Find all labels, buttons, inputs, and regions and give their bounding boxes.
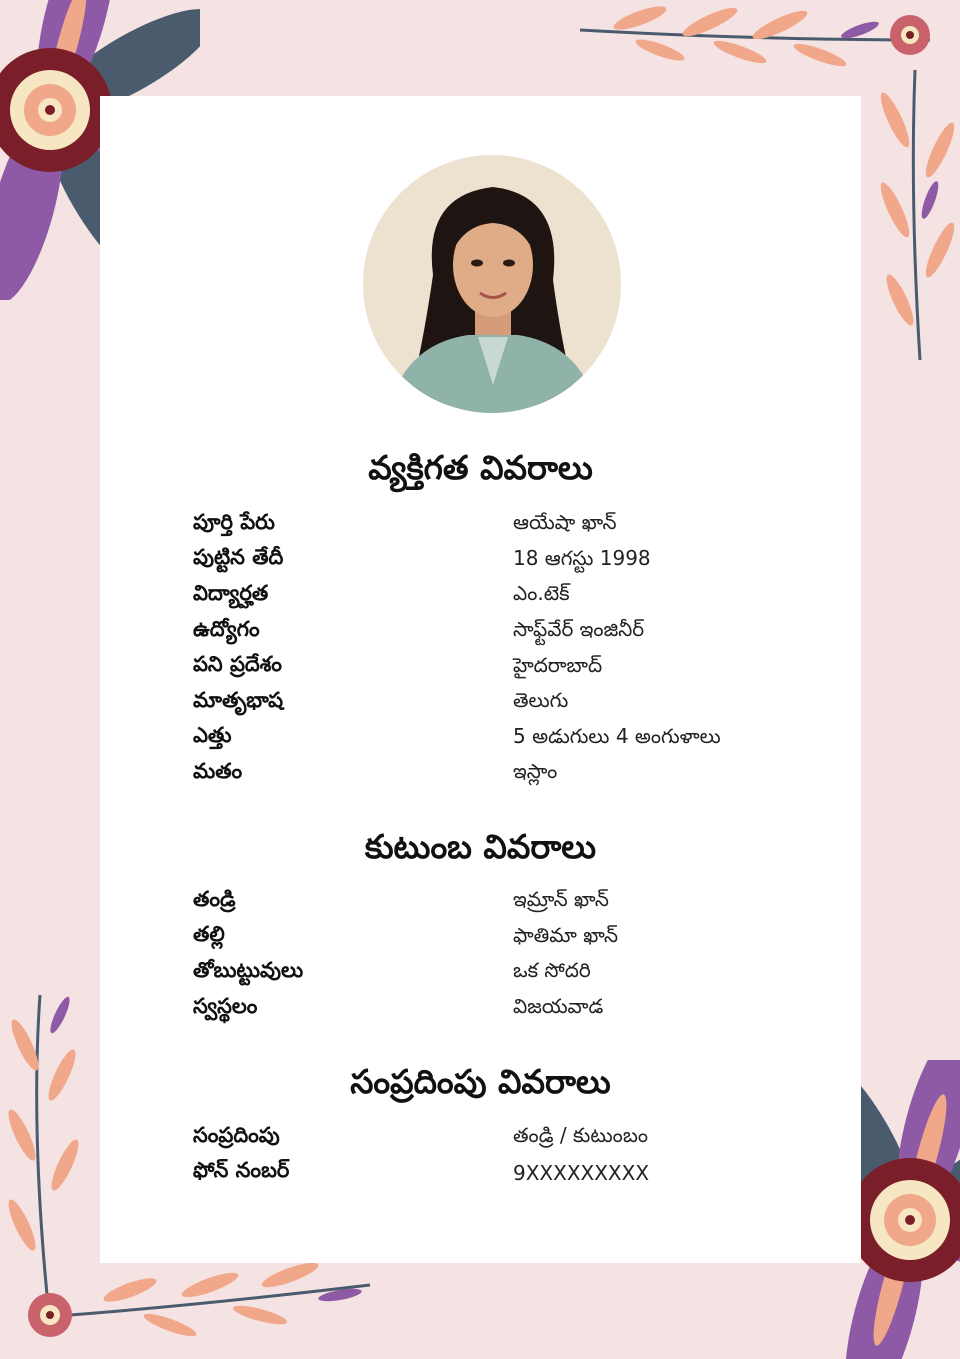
detail-row bbox=[193, 685, 793, 721]
detail-row bbox=[193, 920, 793, 956]
detail-label: స్వస్థలం bbox=[193, 993, 258, 1018]
detail-row bbox=[193, 543, 793, 579]
detail-value: తెలుగు bbox=[513, 688, 569, 713]
profile-photo bbox=[363, 155, 621, 413]
personal-details-list bbox=[193, 507, 793, 792]
contact-details-title: సంప్రదింపు వివరాలు bbox=[350, 1062, 611, 1101]
personal-details-title: వ్యక్తిగత వివరాలు bbox=[368, 448, 593, 487]
detail-value: ఎం.టెక్ bbox=[513, 581, 570, 606]
contact-details-list bbox=[193, 1120, 793, 1191]
detail-label: పని ప్రదేశం bbox=[193, 652, 282, 677]
detail-value: ఇమ్రాన్ ఖాన్ bbox=[513, 887, 609, 912]
detail-value: 18 ఆగస్టు 1998 bbox=[513, 545, 651, 570]
detail-label: తండ్రి bbox=[193, 886, 236, 911]
detail-value: తండ్రి / కుటుంబం bbox=[513, 1123, 648, 1148]
family-details-title: కుటుంబ వివరాలు bbox=[364, 827, 597, 866]
family-details-list bbox=[193, 884, 793, 1026]
detail-row bbox=[193, 955, 793, 991]
detail-row bbox=[193, 1120, 793, 1156]
detail-label: పుట్టిన తేదీ bbox=[193, 545, 284, 570]
detail-value: సాఫ్ట్‌వేర్ ఇంజినీర్ bbox=[513, 617, 645, 642]
detail-value: హైదరాబాద్ bbox=[513, 652, 603, 677]
detail-label: పూర్తి పేరు bbox=[193, 509, 275, 534]
detail-row bbox=[193, 884, 793, 920]
detail-row bbox=[193, 1156, 793, 1192]
detail-label: ఫోన్ నంబర్ bbox=[193, 1158, 290, 1183]
biodata-card bbox=[100, 96, 861, 1263]
detail-value: ఫాతిమా ఖాన్ bbox=[513, 922, 619, 947]
detail-label: ఉద్యోగం bbox=[193, 616, 260, 641]
detail-label: మతం bbox=[193, 758, 243, 783]
detail-value: ఇస్లాం bbox=[513, 759, 558, 784]
detail-label: మాతృభాష bbox=[193, 687, 284, 712]
detail-value: విజయవాడ bbox=[513, 994, 604, 1019]
detail-label: తల్లి bbox=[193, 922, 225, 947]
detail-value: ఒక సోదరి bbox=[513, 958, 591, 983]
detail-row bbox=[193, 578, 793, 614]
detail-label: విద్యార్హత bbox=[193, 580, 269, 605]
detail-row bbox=[193, 991, 793, 1027]
detail-label: సంప్రదింపు bbox=[193, 1122, 280, 1147]
detail-label: ఎత్తు bbox=[193, 723, 232, 748]
phone-number: 9XXXXXXXXX bbox=[513, 1161, 650, 1186]
detail-row bbox=[193, 507, 793, 543]
detail-row bbox=[193, 756, 793, 792]
detail-value: ఆయేషా ఖాన్ bbox=[513, 510, 617, 535]
detail-row bbox=[193, 649, 793, 685]
detail-value: 5 అడుగులు 4 అంగుళాలు bbox=[513, 723, 721, 748]
detail-row bbox=[193, 721, 793, 757]
detail-label: తోబుట్టువులు bbox=[193, 957, 304, 982]
detail-row bbox=[193, 614, 793, 650]
